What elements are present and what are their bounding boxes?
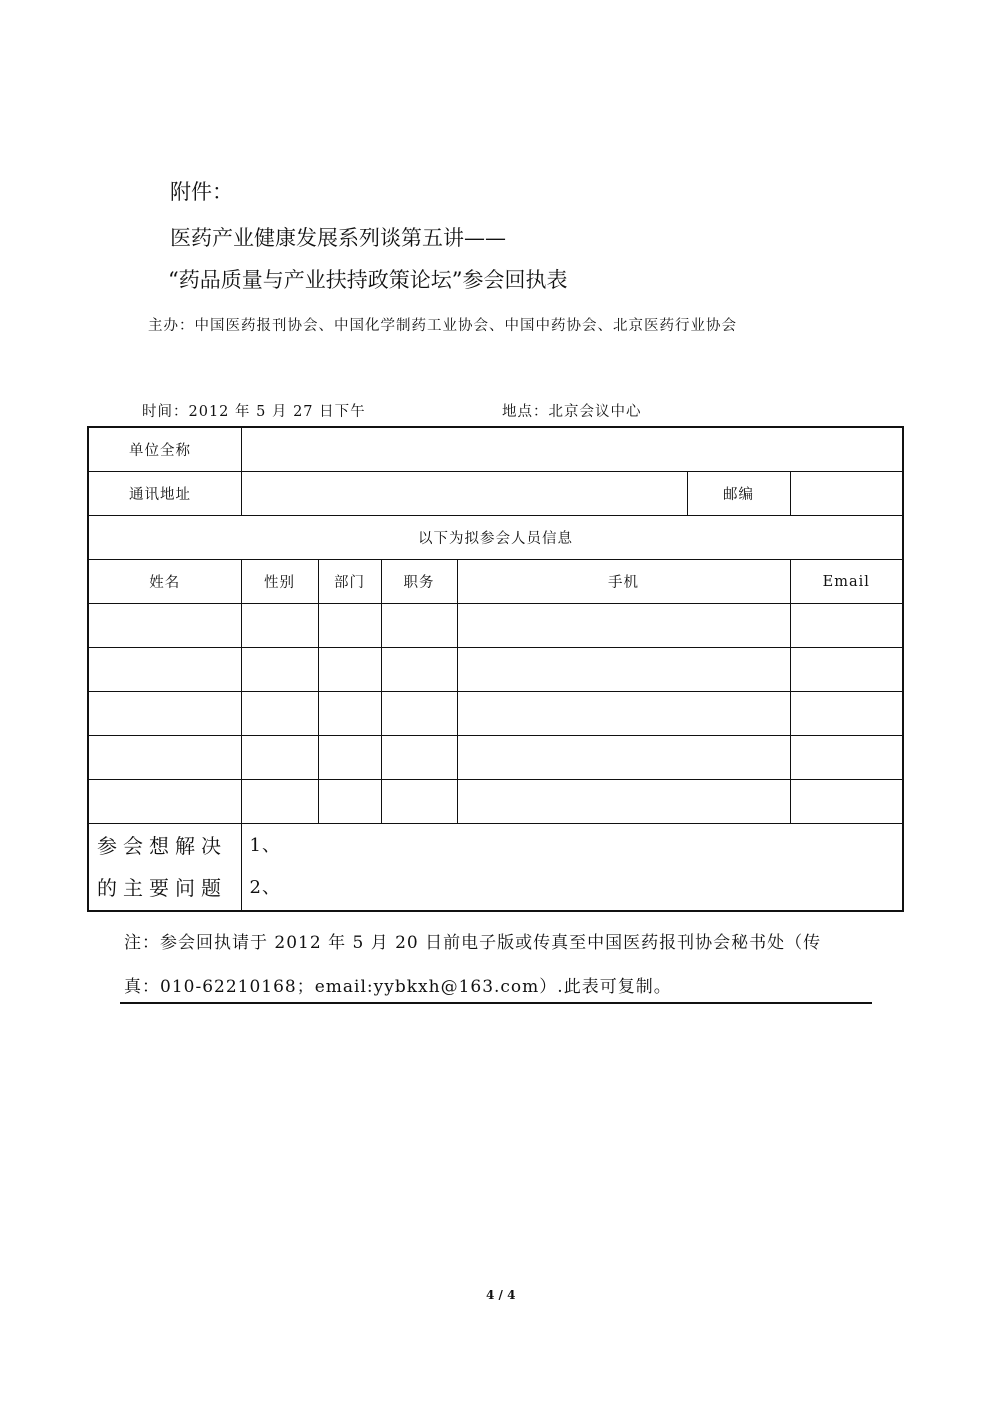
attendee-mobile-cell[interactable] <box>457 604 790 648</box>
attendee-department-cell[interactable] <box>318 736 381 780</box>
issues-field[interactable] <box>241 824 903 912</box>
attendee-department-cell[interactable] <box>318 780 381 824</box>
attendee-mobile-cell[interactable] <box>457 736 790 780</box>
attendee-position-cell[interactable] <box>381 648 457 692</box>
attendee-position-cell[interactable] <box>381 780 457 824</box>
attendee-position-cell[interactable] <box>381 692 457 736</box>
note-line-2: 真：010-62210168；email:yybkxh@163.com）.此表可复制。 <box>124 977 672 997</box>
attendee-position-cell[interactable] <box>381 736 457 780</box>
col-header-name: 姓名 <box>88 560 241 604</box>
issues-label-line-2: 的主要问题 <box>97 876 227 900</box>
attendee-email-cell[interactable] <box>790 604 903 648</box>
attendee-department-cell[interactable] <box>318 604 381 648</box>
col-header-position: 职务 <box>381 560 457 604</box>
attendee-gender-cell[interactable] <box>241 648 318 692</box>
attendee-mobile-cell[interactable] <box>457 692 790 736</box>
org-name-label: 单位全称 <box>88 427 241 472</box>
registration-form-table <box>87 426 904 912</box>
table-row <box>88 736 903 780</box>
postcode-field[interactable] <box>790 472 903 516</box>
attendee-gender-cell[interactable] <box>241 692 318 736</box>
issues-label-line-1: 参会想解决 <box>97 834 227 858</box>
page-number: 4 / 4 <box>486 1288 516 1302</box>
event-time: 时间：2012 年 5 月 27 日下午 <box>142 404 366 420</box>
attendee-department-cell[interactable] <box>318 692 381 736</box>
col-header-department: 部门 <box>318 560 381 604</box>
attendee-position-cell[interactable] <box>381 604 457 648</box>
table-row <box>88 604 903 648</box>
col-header-gender: 性别 <box>241 560 318 604</box>
org-name-field[interactable] <box>241 427 903 472</box>
host-organizations: 主办：中国医药报刊协会、中国化学制药工业协会、中国中药协会、北京医药行业协会 <box>148 318 737 334</box>
attendee-name-cell[interactable] <box>88 736 241 780</box>
attendee-email-cell[interactable] <box>790 692 903 736</box>
attachment-label: 附件： <box>170 180 233 204</box>
attendee-department-cell[interactable] <box>318 648 381 692</box>
attendee-mobile-cell[interactable] <box>457 648 790 692</box>
attendee-gender-cell[interactable] <box>241 736 318 780</box>
col-header-mobile: 手机 <box>457 560 790 604</box>
postcode-label: 邮编 <box>687 472 790 516</box>
attendee-name-cell[interactable] <box>88 648 241 692</box>
attendee-header-row <box>88 560 903 604</box>
title-line-1: 医药产业健康发展系列谈第五讲—— <box>170 226 506 250</box>
attendee-mobile-cell[interactable] <box>457 780 790 824</box>
attendee-email-cell[interactable] <box>790 648 903 692</box>
note-line-1: 注：参会回执请于 2012 年 5 月 20 日前电子版或传真至中国医药报刊协会秘书处（传 <box>124 933 822 953</box>
attendee-gender-cell[interactable] <box>241 604 318 648</box>
attendee-email-cell[interactable] <box>790 736 903 780</box>
table-row <box>88 648 903 692</box>
title-line-2: “药品质量与产业扶持政策论坛”参会回执表 <box>168 268 568 292</box>
table-row <box>88 692 903 736</box>
issues-label <box>88 824 241 912</box>
attendee-email-cell[interactable] <box>790 780 903 824</box>
address-field[interactable] <box>241 472 687 516</box>
col-header-email: Email <box>790 560 903 604</box>
attendee-name-cell[interactable] <box>88 780 241 824</box>
attendee-name-cell[interactable] <box>88 692 241 736</box>
issue-item-1[interactable]: 1、 <box>249 835 281 856</box>
table-row <box>88 780 903 824</box>
note-underline <box>120 1002 872 1004</box>
event-place: 地点：北京会议中心 <box>502 404 642 420</box>
issue-item-2[interactable]: 2、 <box>249 877 281 898</box>
attendee-gender-cell[interactable] <box>241 780 318 824</box>
address-label: 通讯地址 <box>88 472 241 516</box>
attendee-section-header: 以下为拟参会人员信息 <box>88 516 903 560</box>
attendee-name-cell[interactable] <box>88 604 241 648</box>
